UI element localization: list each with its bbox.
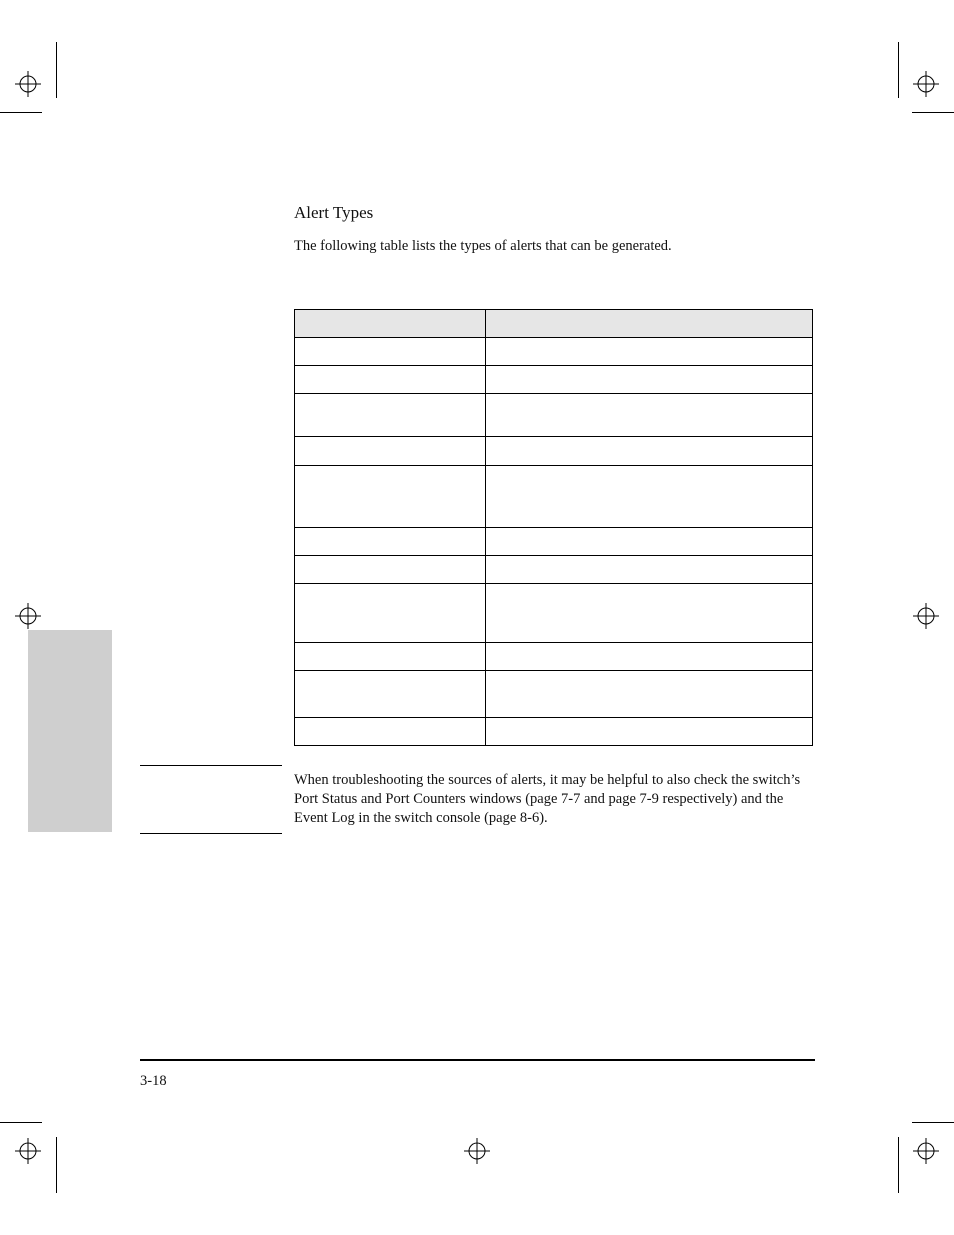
table-row (295, 528, 813, 556)
table-cell (486, 437, 813, 466)
table-cell (486, 718, 813, 746)
table-cell (295, 338, 486, 366)
footer-rule (140, 1059, 815, 1061)
table-row (295, 338, 813, 366)
crop-mark (0, 112, 42, 113)
table-row (295, 671, 813, 718)
table-row (295, 366, 813, 394)
registration-mark-icon (913, 1138, 939, 1164)
table-cell (295, 437, 486, 466)
table-cell (486, 338, 813, 366)
registration-mark-icon (913, 603, 939, 629)
crop-mark (912, 1122, 954, 1123)
registration-mark-icon (15, 1138, 41, 1164)
table-cell (295, 366, 486, 394)
registration-mark-icon (464, 1138, 490, 1164)
table-cell (295, 671, 486, 718)
section-heading: Alert Types (294, 203, 374, 222)
table-cell (486, 394, 813, 437)
table-header-row (295, 310, 813, 338)
chapter-tab (28, 630, 112, 832)
crop-mark (898, 42, 899, 98)
table-row (295, 584, 813, 643)
table-cell (486, 466, 813, 528)
table-cell (486, 643, 813, 671)
page-number: 3-18 (140, 1073, 167, 1089)
table-row (295, 437, 813, 466)
table-cell (486, 556, 813, 584)
registration-mark-icon (15, 603, 41, 629)
table-row (295, 394, 813, 437)
table-cell (295, 394, 486, 437)
table-cell (295, 528, 486, 556)
table-cell (486, 671, 813, 718)
crop-mark (898, 1137, 899, 1193)
crop-mark (0, 1122, 42, 1123)
table-row (295, 718, 813, 746)
table-row (295, 643, 813, 671)
crop-mark (56, 1137, 57, 1193)
alert-types-table (294, 309, 813, 746)
crop-mark (912, 112, 954, 113)
table-cell (295, 556, 486, 584)
table-row (295, 556, 813, 584)
table-cell (295, 584, 486, 643)
registration-mark-icon (15, 71, 41, 97)
table-header-cell (295, 310, 486, 338)
table-cell (295, 718, 486, 746)
registration-mark-icon (913, 71, 939, 97)
table-cell (295, 643, 486, 671)
crop-mark (56, 42, 57, 98)
table-cell (295, 466, 486, 528)
table-cell (486, 528, 813, 556)
table-cell (486, 584, 813, 643)
table-header-cell (486, 310, 813, 338)
note-text: When troubleshooting the sources of alerts, it may be helpful to also check the switch’s Port Status and Port Counters windows (page 7-7 and page 7-9 respectively) and the Event Log in the switch console (page 8-6). (294, 772, 801, 826)
intro-text: The following table lists the types of alerts that can be generated. (294, 238, 672, 254)
note-rule-top (140, 765, 282, 766)
note-rule-bottom (140, 833, 282, 834)
table-cell (486, 366, 813, 394)
table-row (295, 466, 813, 528)
